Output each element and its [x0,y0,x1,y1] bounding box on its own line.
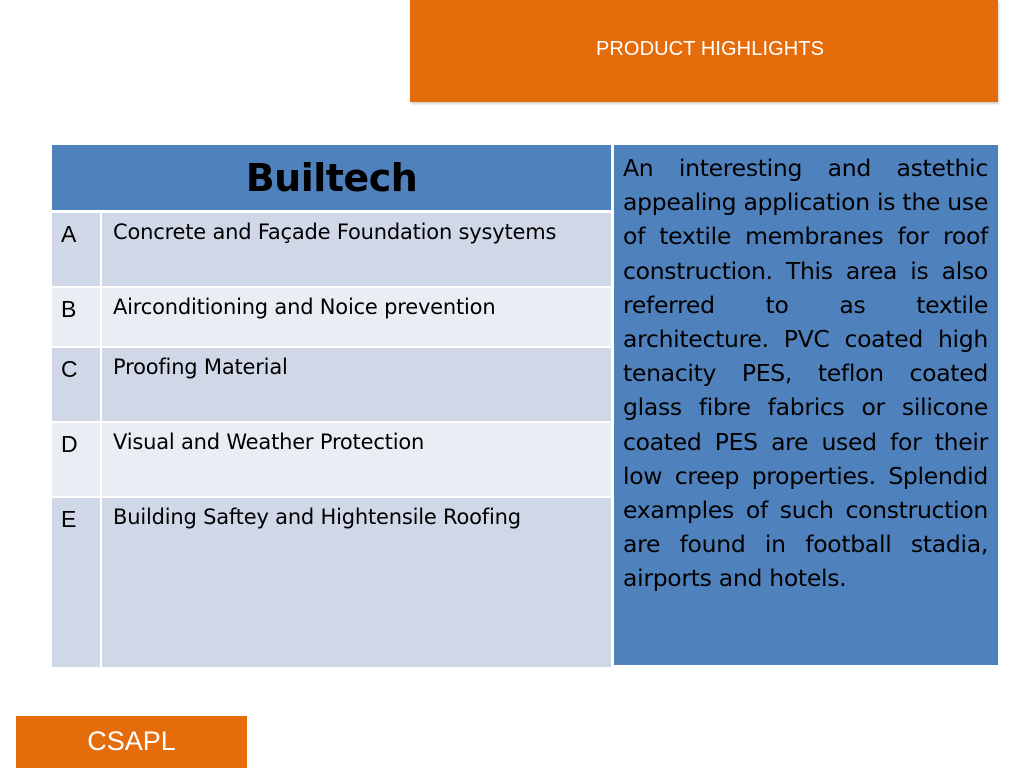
row-letter: D [52,423,102,496]
row-text: Visual and Weather Protection [113,430,425,454]
description-box [614,145,998,665]
row-text: Building Saftey and Hightensile Roofing [113,505,521,529]
row-letter: B [52,288,102,346]
table-rows [52,213,612,667]
row-letter: A [52,213,102,286]
table-header [52,145,611,210]
row-text: Airconditioning and Noice prevention [113,295,496,319]
table-row [52,498,611,667]
row-text: Concrete and Façade Foundation sysytems [113,220,557,244]
footer-badge [16,716,247,768]
table-row [52,423,611,498]
product-table [52,145,612,667]
row-letter: E [52,498,102,667]
table-row [52,288,611,348]
description-text: An interesting and astethic appealing application is the use of textile membranes for roof construction. This area is also referred to as textile architecture. PVC coated high tenacity PES, teflon coated glass fibre fabrics or silicone coated PES are used for their low creep properties. Splendid examples of such construction are found in football stadia, airports and hotels. [623,154,988,593]
row-letter: C [52,348,102,421]
header-banner [410,0,998,102]
footer-label: CSAPL [87,725,176,756]
table-title: Builtech [245,155,418,200]
table-row [52,348,611,423]
table-row [52,213,611,288]
header-title: PRODUCT HIGHLIGHTS [595,37,825,60]
row-text: Proofing Material [113,355,288,379]
